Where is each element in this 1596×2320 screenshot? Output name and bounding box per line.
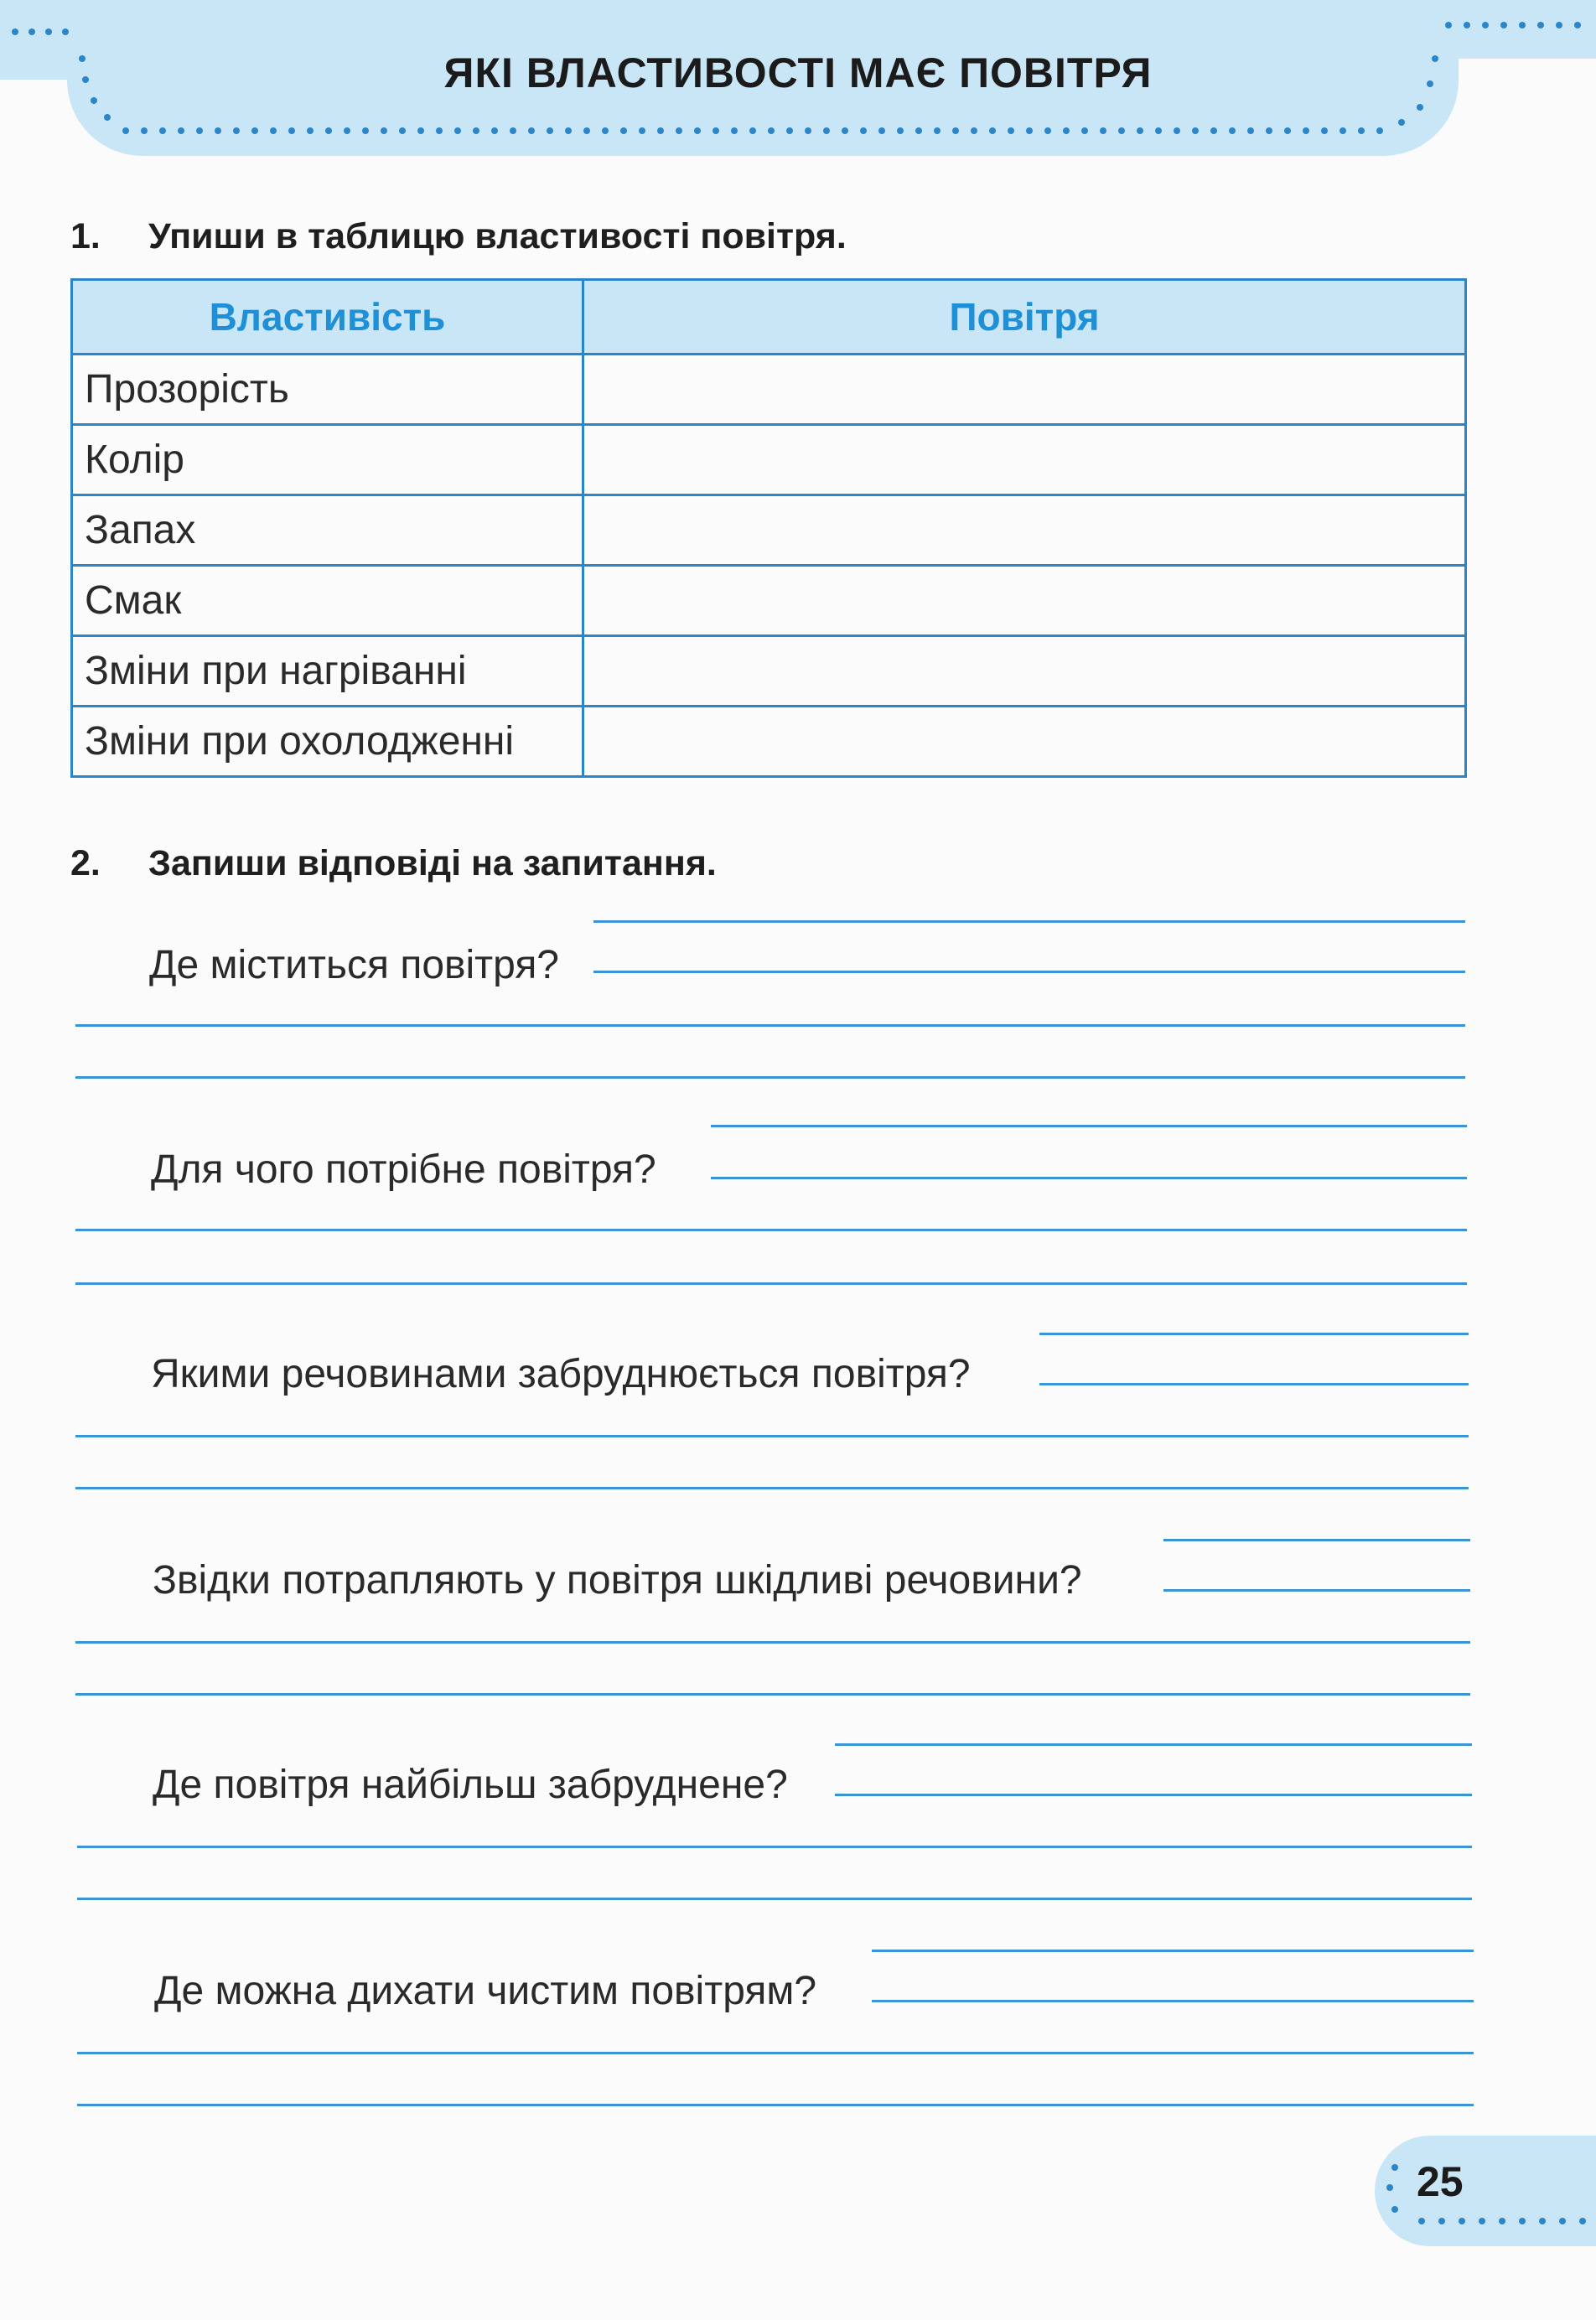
task-2-number: 2. <box>70 843 101 883</box>
answer-cell[interactable] <box>583 636 1466 707</box>
question-2: Для чого потрібне повітря? <box>151 1147 656 1192</box>
table-row <box>72 707 1466 777</box>
answer-line[interactable] <box>1163 1539 1470 1541</box>
answer-line[interactable] <box>872 2000 1474 2002</box>
table-row <box>72 355 1466 425</box>
answer-cell[interactable] <box>583 707 1466 777</box>
answer-line[interactable] <box>835 1743 1472 1746</box>
answer-line[interactable] <box>75 1693 1470 1696</box>
property-cell: Прозорість <box>72 355 583 425</box>
table-row <box>72 636 1466 707</box>
page-tab-dots <box>1361 2129 1596 2263</box>
answer-cell[interactable] <box>583 425 1466 495</box>
task-1-heading <box>70 216 847 257</box>
answer-line[interactable] <box>1163 1589 1470 1592</box>
property-cell: Зміни при нагріванні <box>72 636 583 707</box>
task-1-text: Упиши в таблицю властивості повітря. <box>148 216 847 256</box>
properties-table <box>70 278 1467 778</box>
answer-cell[interactable] <box>583 355 1466 425</box>
table-header-row <box>72 280 1466 355</box>
property-cell: Смак <box>72 566 583 636</box>
answer-line[interactable] <box>75 1487 1469 1489</box>
table-row <box>72 566 1466 636</box>
answer-line[interactable] <box>593 971 1465 973</box>
answer-line[interactable] <box>593 920 1465 923</box>
column-header-air: Повітря <box>583 280 1466 355</box>
answer-cell[interactable] <box>583 566 1466 636</box>
answer-line[interactable] <box>77 2104 1474 2106</box>
answer-line[interactable] <box>75 1229 1467 1231</box>
answer-line[interactable] <box>711 1177 1467 1179</box>
answer-line[interactable] <box>77 2052 1474 2054</box>
page-title: ЯКІ ВЛАСТИВОСТІ МАЄ ПОВІТРЯ <box>443 49 1153 96</box>
answer-line[interactable] <box>1039 1383 1469 1385</box>
question-6: Де можна дихати чистим повітрям? <box>154 1969 817 2013</box>
answer-line[interactable] <box>75 1024 1465 1027</box>
task-2-text: Запиши відповіді на запитання. <box>148 843 717 883</box>
answer-line[interactable] <box>77 1846 1472 1848</box>
question-4: Звідки потрапляють у повітря шкідливі речовини? <box>153 1558 1082 1603</box>
question-1: Де міститься повітря? <box>149 943 559 987</box>
answer-line[interactable] <box>711 1125 1467 1127</box>
answer-line[interactable] <box>872 1950 1474 1952</box>
property-cell: Зміни при охолодженні <box>72 707 583 777</box>
property-cell: Запах <box>72 495 583 566</box>
table-row <box>72 425 1466 495</box>
answer-line[interactable] <box>1039 1333 1469 1335</box>
column-header-property: Властивість <box>72 280 583 355</box>
page-number: 25 <box>1417 2158 1464 2205</box>
question-5: Де повітря найбільш забруднене? <box>153 1763 788 1807</box>
table-row <box>72 495 1466 566</box>
task-1-number: 1. <box>70 216 101 256</box>
answer-cell[interactable] <box>583 495 1466 566</box>
answer-line[interactable] <box>75 1641 1470 1644</box>
property-cell: Колір <box>72 425 583 495</box>
answer-line[interactable] <box>835 1794 1472 1796</box>
task-2-heading <box>70 843 717 884</box>
question-3: Якими речовинами забруднюється повітря? <box>151 1352 971 1396</box>
answer-line[interactable] <box>77 1898 1472 1900</box>
answer-line[interactable] <box>75 1282 1467 1285</box>
answer-line[interactable] <box>75 1076 1465 1079</box>
answer-line[interactable] <box>75 1435 1469 1437</box>
